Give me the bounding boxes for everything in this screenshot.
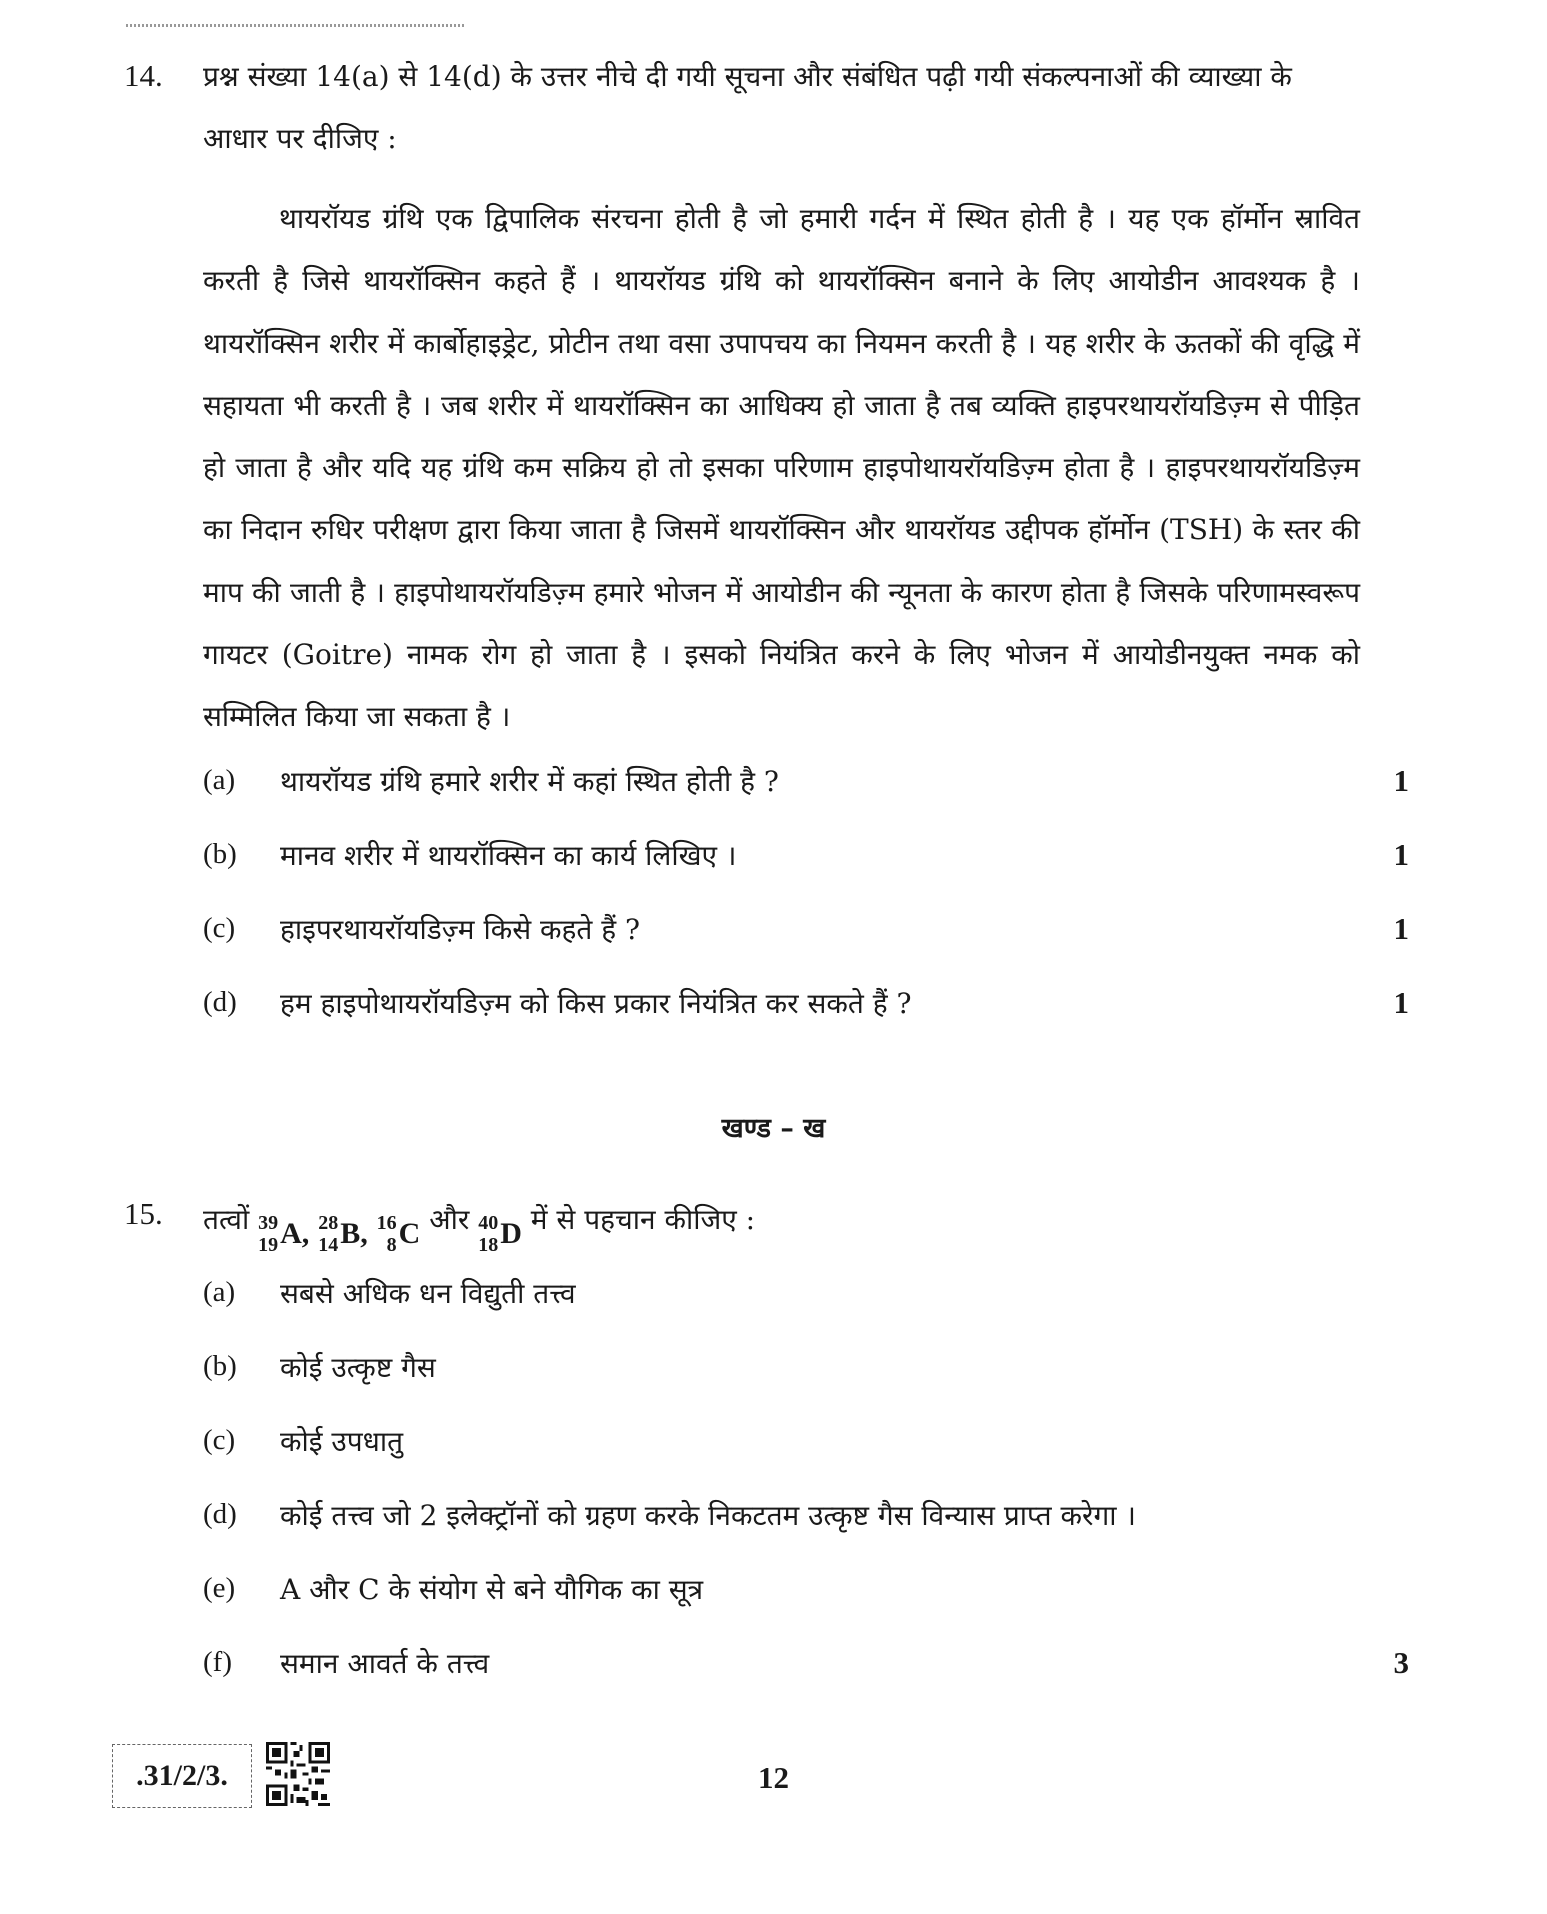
nuclide-b-sep: , xyxy=(360,1217,368,1250)
q14-part-c-marks: 1 xyxy=(1393,911,1409,946)
q14-part-b-text: मानव शरीर में थायरॉक्सिन का कार्य लिखिए । xyxy=(280,839,737,872)
q15-part-d-text: कोई तत्त्व जो 2 इलेक्ट्रॉनों को ग्रहण करके निकटतम उत्कृष्ट गैस विन्यास प्राप्त करेगा । xyxy=(280,1499,1136,1532)
q15-part-e-text: A और C के संयोग से बने यौगिक का सूत्र xyxy=(280,1573,704,1606)
q15-part-f-label: (f) xyxy=(203,1646,232,1678)
q15-part-a-label: (a) xyxy=(203,1276,236,1308)
q15-part-b-label: (b) xyxy=(203,1350,237,1382)
header-barcode-strip xyxy=(126,24,466,27)
nuclide-a-atomic: 19 xyxy=(258,1234,279,1256)
q15-part-e-label: (e) xyxy=(203,1572,236,1604)
question-14-passage: थायरॉयड ग्रंथि एक द्विपालिक संरचना होती है जो हमारी गर्दन में स्थित होती है । यह एक हॉर्मोन स्रावित करती है जिसे थायरॉक्सिन कहते हैं । थायरॉयड ग्रंथि को थायरॉक्सिन बनाने के लिए आयोडीन आवश्यक है । थायरॉक्सिन शरीर में कार्बोहाइड्रेट, प्रोटीन तथा वसा उपापचय का नियमन करती है । यह शरीर के ऊतकों की वृद्धि में सहायता भी करती है । जब शरीर में थायरॉक्सिन का आधिक्य हो जाता है तब व्यक्ति हाइपरथायरॉयडिज़्म से पीड़ित हो जाता है और यदि यह ग्रंथि कम सक्रिय हो तो इसका परिणाम हाइपोथायरॉयडिज़्म होता है । हाइपरथायरॉयडिज़्म का निदान रुधिर परीक्षण द्वारा किया जाता है जिसमें थायरॉक्सिन और थायरॉयड उद्दीपक हॉर्मोन (TSH) के स्तर की माप की जाती है । हाइपोथायरॉयडिज़्म हमारे भोजन में आयोडीन की न्यूनता के कारण होता है जिसके परिणामस्वरूप गायटर (Goitre) नामक रोग हो जाता है । इसको नियंत्रित करने के लिए भोजन में आयोडीनयुक्त नमक को सम्मिलित किया जा सकता है । xyxy=(203,202,1360,734)
nuclide-b-atomic: 14 xyxy=(318,1234,339,1256)
q14-part-a-text: थायरॉयड ग्रंथि हमारे शरीर में कहां स्थित होती है ? xyxy=(280,765,779,798)
nuclide-d-mass: 40 xyxy=(478,1212,499,1234)
q15-conjunction: और xyxy=(429,1203,470,1236)
q15-part-d-label: (d) xyxy=(203,1498,237,1530)
q14-part-d-marks: 1 xyxy=(1393,985,1409,1020)
question-14-number: 14. xyxy=(124,58,163,93)
nuclide-a-sep: , xyxy=(301,1217,310,1250)
q14-part-d-label: (d) xyxy=(203,986,237,1018)
question-15-stem xyxy=(203,1180,755,1274)
q14-part-b-label: (b) xyxy=(203,838,237,870)
nuclide-b-mass: 28 xyxy=(318,1212,339,1234)
nuclide-b-symbol: B xyxy=(340,1217,361,1250)
q14-part-b-marks: 1 xyxy=(1393,837,1409,872)
q15-part-c-label: (c) xyxy=(203,1424,236,1456)
nuclide-d xyxy=(478,1194,522,1274)
nuclide-d-atomic: 18 xyxy=(478,1234,499,1256)
paper-code: .31/2/3. xyxy=(112,1744,252,1808)
nuclide-a xyxy=(258,1194,309,1274)
nuclide-c xyxy=(377,1194,421,1274)
nuclide-a-symbol: A xyxy=(280,1217,302,1250)
q14-part-a-marks: 1 xyxy=(1393,763,1409,798)
nuclide-c-atomic: 8 xyxy=(386,1234,397,1256)
q14-part-c-text: हाइपरथायरॉयडिज़्म किसे कहते हैं ? xyxy=(280,913,641,946)
question-14-stem: प्रश्न संख्या 14(a) से 14(d) के उत्तर नीचे दी गयी सूचना और संबंधित पढ़ी गयी संकल्पनाओं की व्याख्या के आधार पर दीजिए : xyxy=(203,60,1292,155)
q15-part-a-text: सबसे अधिक धन विद्युती तत्त्व xyxy=(280,1277,576,1310)
q15-part-b-text: कोई उत्कृष्ट गैस xyxy=(280,1351,436,1384)
q15-part-f-text: समान आवर्त के तत्त्व xyxy=(280,1647,490,1680)
nuclide-c-mass: 16 xyxy=(376,1212,397,1234)
nuclide-a-mass: 39 xyxy=(258,1212,279,1234)
q14-part-a-label: (a) xyxy=(203,764,236,796)
q14-part-d-text: हम हाइपोथायरॉयडिज़्म को किस प्रकार नियंत्रित कर सकते हैं ? xyxy=(280,987,912,1020)
section-heading: खण्ड – ख xyxy=(721,1113,826,1144)
page-number: 12 xyxy=(758,1760,789,1795)
q15-stem-prefix: तत्वों xyxy=(203,1203,250,1236)
q15-marks: 3 xyxy=(1393,1645,1409,1680)
q14-part-c-label: (c) xyxy=(203,912,236,944)
q15-stem-suffix: में से पहचान कीजिए : xyxy=(530,1203,756,1236)
q15-part-c-text: कोई उपधातु xyxy=(280,1425,404,1458)
nuclide-d-symbol: D xyxy=(500,1217,522,1250)
question-15-number: 15. xyxy=(124,1196,163,1231)
nuclide-b xyxy=(318,1194,368,1274)
nuclide-c-symbol: C xyxy=(398,1217,421,1250)
